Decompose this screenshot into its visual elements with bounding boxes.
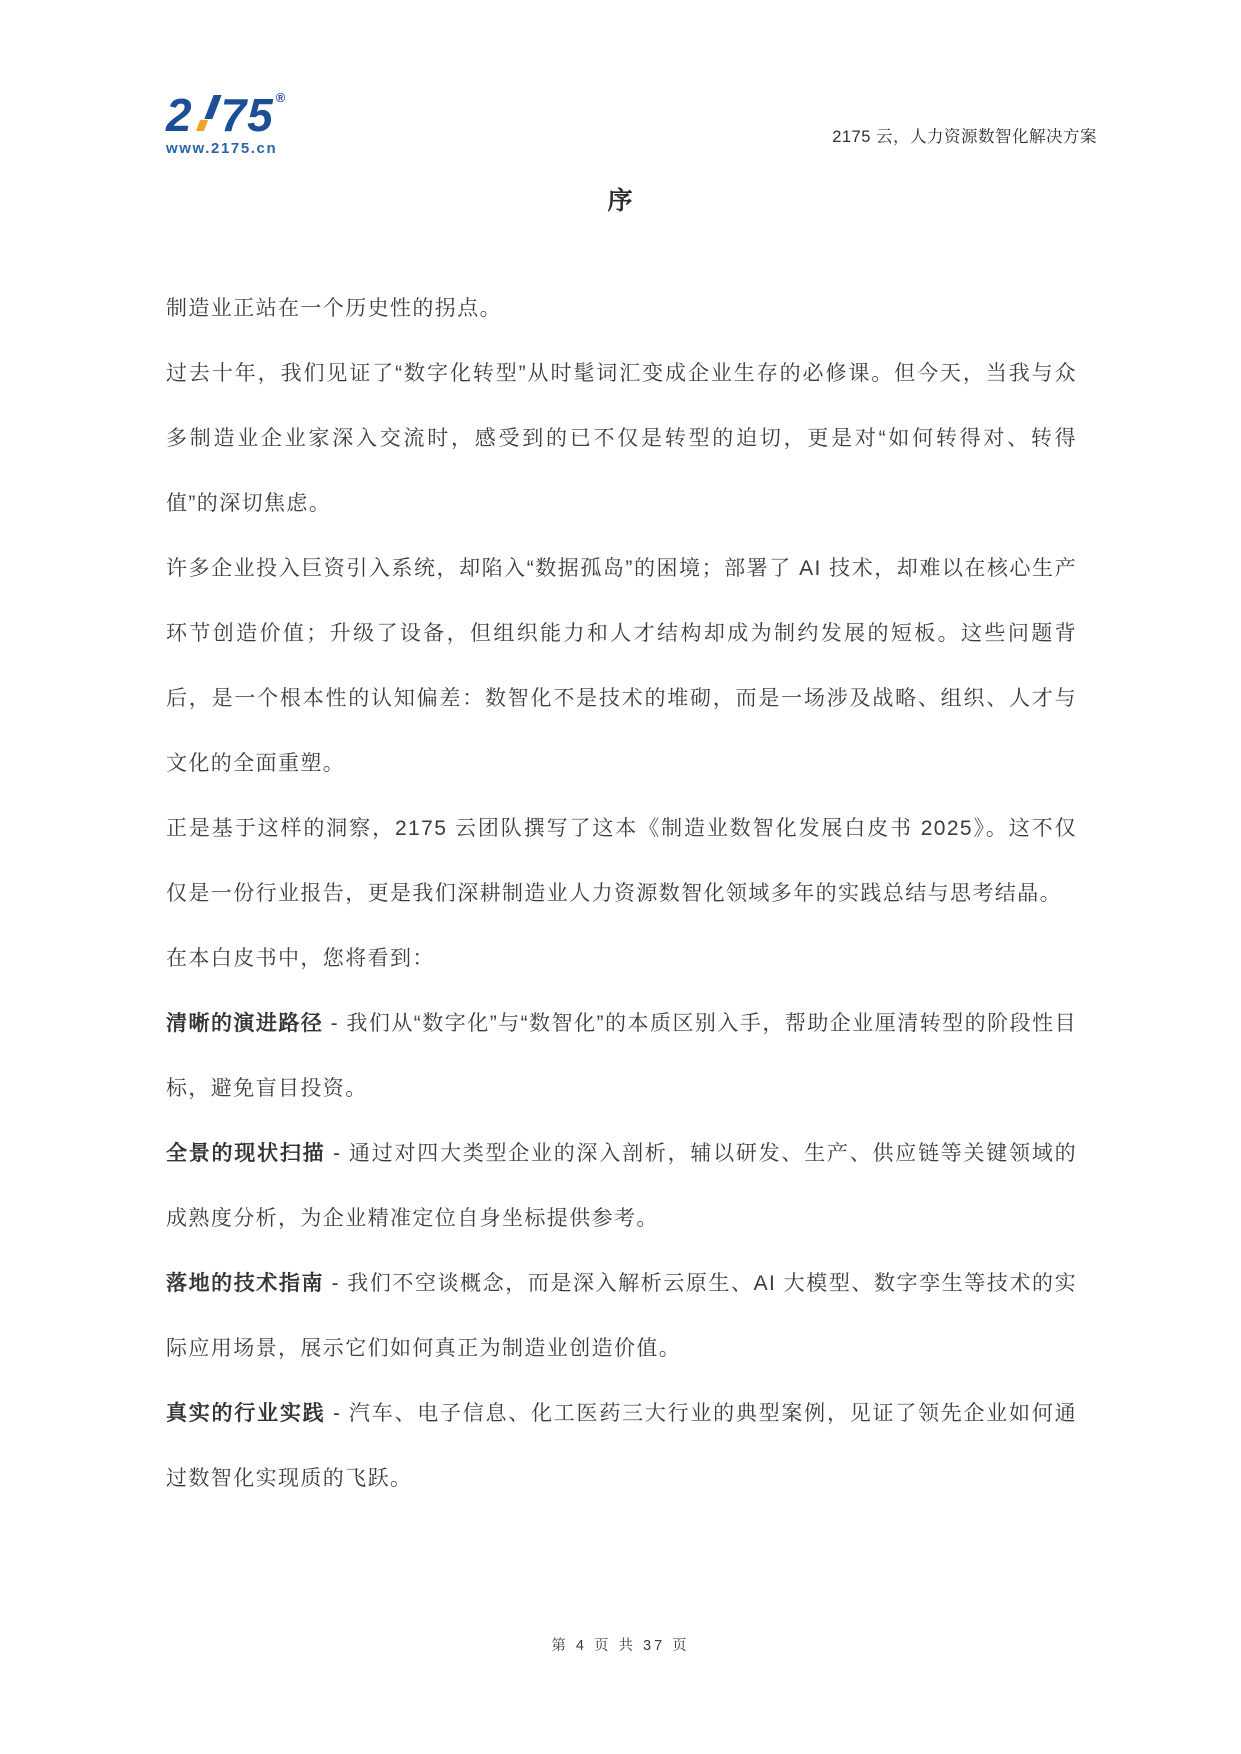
logo-slash-blue-segment [204, 95, 221, 119]
logo-url: www.2175.cn [166, 140, 278, 157]
paragraph-lead: 真实的行业实践 [166, 1402, 326, 1425]
company-logo [166, 89, 287, 157]
paragraph [166, 341, 1077, 536]
logo-slash-orange-segment [195, 120, 207, 131]
page-title: 序 [607, 187, 634, 215]
paragraph-text: 在本白皮书中，您将看到： [166, 947, 435, 970]
page-header [166, 89, 1097, 157]
header-tagline: 2175 云，人力资源数智化解决方案 [832, 128, 1097, 146]
paragraph-text: - 我们不空谈概念，而是深入解析云原生、AI 大模型、数字孪生等技术的实际应用场景，展示它们如何真正为制造业创造价值。 [166, 1272, 1077, 1360]
paragraph-lead: 清晰的演进路径 [166, 1012, 324, 1035]
logo-slash-icon [196, 94, 220, 134]
paragraph [166, 926, 1077, 991]
paragraph-text: - 我们从“数字化”与“数智化”的本质区别入手，帮助企业厘清转型的阶段性目标，避免盲目投资。 [166, 1012, 1077, 1100]
paragraph [166, 1381, 1077, 1511]
paragraph-text: - 通过对四大类型企业的深入剖析，辅以研发、生产、供应链等关键领域的成熟度分析，为企业精准定位自身坐标提供参考。 [166, 1142, 1077, 1230]
paragraph-text: 过去十年，我们见证了“数字化转型”从时髦词汇变成企业生存的必修课。但今天，当我与众多制造业企业家深入交流时，感受到的已不仅是转型的迫切，更是对“如何转得对、转得值”的深切焦虑。 [166, 362, 1077, 515]
paragraph [166, 276, 1077, 341]
paragraph [166, 1121, 1077, 1251]
paragraph [166, 991, 1077, 1121]
page-footer [0, 1634, 1241, 1655]
logo-mark [166, 89, 287, 141]
paragraph-text: 制造业正站在一个历史性的拐点。 [166, 297, 502, 320]
logo-digits-75: 75 [220, 89, 274, 141]
paragraph [166, 796, 1077, 926]
body-content [166, 276, 1077, 1511]
paragraph-text: - 汽车、电子信息、化工医药三大行业的典型案例，见证了领先企业如何通过数智化实现质的飞跃。 [166, 1402, 1077, 1490]
logo-digit-2: 2 [166, 89, 193, 141]
registered-trademark-icon: ® [275, 90, 287, 105]
paragraph-text: 正是基于这样的洞察，2175 云团队撰写了这本《制造业数智化发展白皮书 2025》。这不仅仅是一份行业报告，更是我们深耕制造业人力资源数智化领域多年的实践总结与思考结晶。 [166, 817, 1077, 905]
page-number: 第 4 页 共 37 页 [551, 1638, 690, 1654]
paragraph-lead: 全景的现状扫描 [166, 1142, 326, 1165]
paragraph [166, 1251, 1077, 1381]
paragraph [166, 536, 1077, 796]
paragraph-text: 许多企业投入巨资引入系统，却陷入“数据孤岛”的困境；部署了 AI 技术，却难以在核心生产环节创造价值；升级了设备，但组织能力和人才结构却成为制约发展的短板。这些问题背后，是一个根本性的认知偏差：数智化不是技术的堆砌，而是一场涉及战略、组织、人才与文化的全面重塑。 [166, 557, 1077, 775]
paragraph-lead: 落地的技术指南 [166, 1272, 325, 1295]
